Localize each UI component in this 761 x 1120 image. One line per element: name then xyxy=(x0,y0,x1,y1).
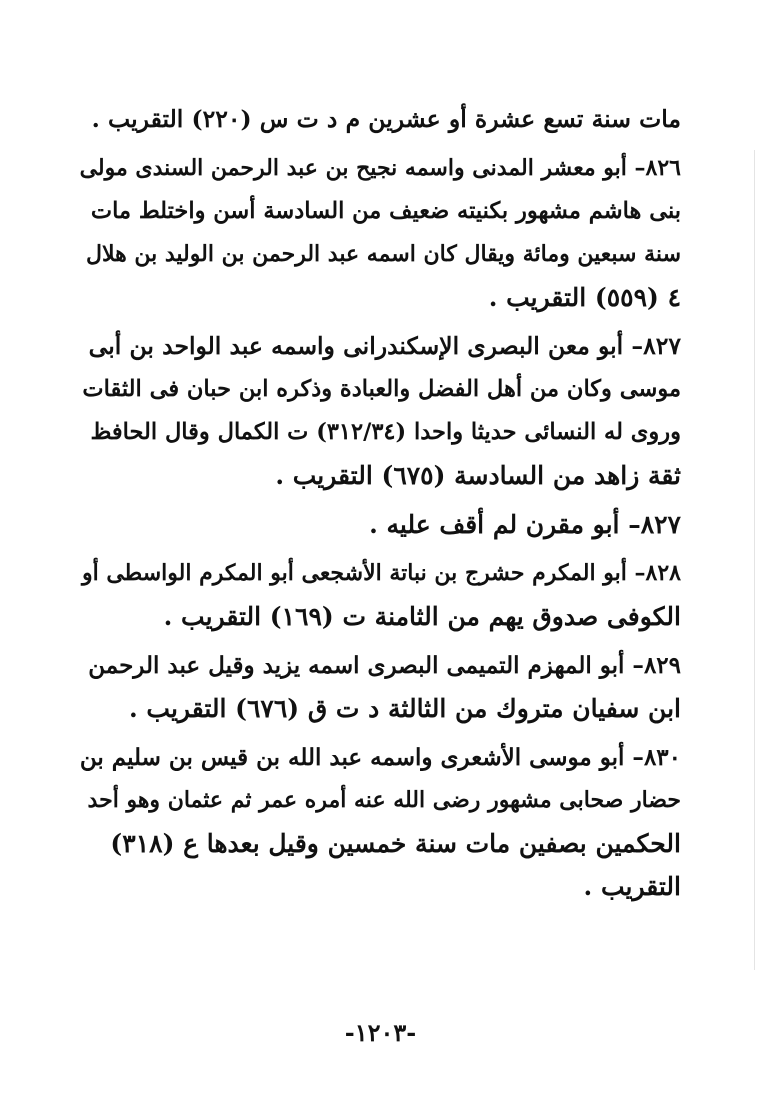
entry-827 xyxy=(80,325,681,497)
text-line: ٨٢٨– أبو المكرم حشرج بن نباتة الأشجعى أبو المكرم الواسطى أو xyxy=(81,560,681,586)
text-line: ٨٢٩– أبو المهزم التميمى البصرى اسمه يزيد وقيل عبد الرحمن xyxy=(88,652,681,679)
text-line: التقريب . xyxy=(583,872,681,901)
text-line: ابن سفيان متروك من الثالثة د ت ق (٦٧٦) التقريب . xyxy=(129,694,681,723)
entry-830 xyxy=(80,736,681,908)
entry-829 xyxy=(80,644,681,730)
text-line: وروى له النسائى حديثا واحدا (٣١٢/٣٤) ت الكمال وقال الحافظ xyxy=(90,419,681,445)
text-line: ٨٢٦– أبو معشر المدنى واسمه نجيح بن عبد الرحمن السندى مولى xyxy=(80,155,681,181)
text-line: ٨٣٠– أبو موسى الأشعرى واسمه عبد الله بن قيس بن سليم بن xyxy=(80,744,681,771)
text-line: الكوفى صدوق يهم من الثامنة ت (١٦٩) التقريب . xyxy=(163,602,681,631)
text-line: ثقة زاهد من السادسة (٦٧٥) التقريب . xyxy=(275,461,681,490)
entry-828 xyxy=(80,552,681,638)
page-number: -١٢٠٣- xyxy=(344,1018,417,1047)
entry-continuation xyxy=(80,98,681,141)
text-line: سنة سبعين ومائة ويقال كان اسمه عبد الرحمن بن الوليد بن هلال xyxy=(85,241,681,267)
text-line: ٤ (٥٥٩) التقريب . xyxy=(488,283,681,312)
text-line: ٨٢٧َ– أبو مقرن لم أقف عليه . xyxy=(369,510,681,539)
text-line: حضار صحابى مشهور رضى الله عنه أمره عمر ثم عثمان وهو أحد xyxy=(87,787,681,813)
text-line: ٨٢٧– أبو معن البصرى الإسكندرانى واسمه عبد الواحد بن أبى xyxy=(88,332,681,360)
text-line: موسى وكان من أهل الفضل والعبادة وذكره ابن حبان فى الثقات xyxy=(82,376,681,402)
text-line: مات سنة تسع عشرة أو عشرين م د ت س (٢٢٠) التقريب . xyxy=(91,105,681,133)
text-line: الحكمين بصفين مات سنة خمسين وقيل بعدها ع (٣١٨) xyxy=(110,829,681,858)
text-line: بنى هاشم مشهور بكنيته ضعيف من السادسة أسن واختلط مات xyxy=(90,198,681,224)
scan-shadow-line xyxy=(754,150,755,970)
entry-827-bis xyxy=(80,503,681,546)
main-text xyxy=(80,98,681,914)
entry-826 xyxy=(80,147,681,319)
